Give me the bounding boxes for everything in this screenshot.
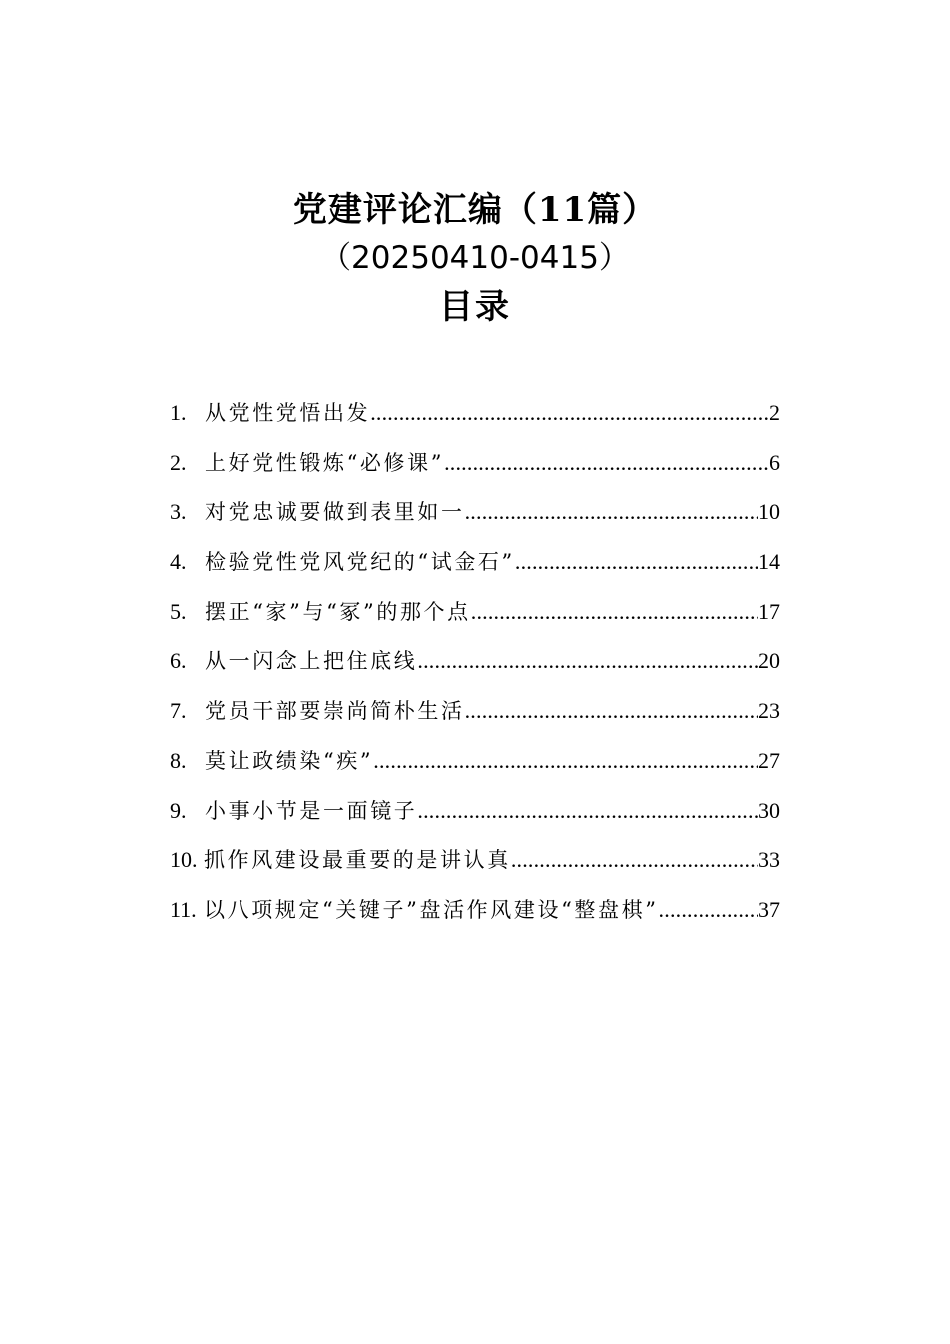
toc-entry-title: 抓作风建设最重要的是讲认真	[204, 848, 511, 873]
toc-leader-dots	[444, 438, 769, 488]
toc-entry[interactable]	[170, 487, 780, 537]
toc-leader-dots	[471, 587, 758, 637]
toc-entry-page: 37	[758, 896, 780, 922]
toc-entry-page: 23	[758, 698, 780, 724]
toc-entry[interactable]	[170, 786, 780, 836]
toc-entry-number: 1.	[170, 400, 187, 425]
toc-entry-title: 莫让政绩染“疾”	[205, 748, 374, 773]
title-block	[0, 186, 950, 332]
toc-leader-dots	[659, 885, 758, 935]
toc-entry-page: 6	[769, 449, 780, 475]
toc-entry[interactable]	[170, 438, 780, 488]
toc-entry[interactable]	[170, 636, 780, 686]
toc-entry-title: 以八项规定“关键子”盘活作风建设“整盘棋”	[204, 897, 659, 922]
table-of-contents	[170, 388, 780, 935]
toc-entry-number: 6.	[170, 648, 187, 674]
toc-entry[interactable]	[170, 537, 780, 587]
toc-leader-dots	[370, 388, 769, 438]
toc-entry-page: 2	[769, 400, 780, 425]
toc-entry-title: 从党性党悟出发	[205, 401, 371, 425]
toc-heading: 目录	[439, 287, 511, 327]
toc-entry-title: 摆正“家”与“冢”的那个点	[205, 599, 471, 624]
toc-entry-number: 4.	[170, 549, 187, 575]
toc-entry-title: 党员干部要崇尚简朴生活	[205, 699, 465, 724]
toc-entry[interactable]	[170, 587, 780, 637]
toc-entry-number: 7.	[170, 698, 187, 724]
toc-entry[interactable]	[170, 885, 780, 935]
toc-entry-title: 对党忠诚要做到表里如一	[205, 500, 465, 525]
toc-entry-number: 10.	[170, 847, 198, 873]
toc-entry-page: 10	[758, 499, 780, 525]
toc-entry-title: 小事小节是一面镜子	[205, 798, 418, 823]
toc-entry-page: 17	[758, 598, 780, 624]
toc-entry-title: 检验党性党风党纪的“试金石”	[205, 550, 515, 575]
toc-entry[interactable]	[170, 686, 780, 736]
toc-entry-page: 14	[758, 549, 780, 575]
toc-entry[interactable]	[170, 736, 780, 786]
toc-leader-dots	[373, 736, 758, 786]
toc-entry-page: 30	[758, 797, 780, 823]
toc-entry-number: 11.	[170, 896, 197, 922]
toc-leader-dots	[465, 686, 758, 736]
toc-leader-dots	[515, 537, 758, 587]
toc-leader-dots	[511, 835, 758, 885]
document-title: 党建评论汇编（11篇）	[292, 190, 658, 230]
toc-entry-number: 5.	[170, 598, 187, 624]
toc-entry-title: 上好党性锻炼“必修课”	[205, 450, 445, 475]
toc-entry-title: 从一闪念上把住底线	[205, 649, 418, 674]
toc-leader-dots	[465, 487, 758, 537]
toc-entry[interactable]	[170, 388, 780, 438]
document-date-range: （20250410-0415）	[320, 240, 630, 276]
toc-leader-dots	[417, 786, 758, 836]
toc-entry-number: 9.	[170, 797, 187, 823]
toc-entry-number: 8.	[170, 747, 187, 773]
toc-leader-dots	[417, 636, 758, 686]
toc-entry-number: 2.	[170, 449, 187, 475]
toc-entry[interactable]	[170, 835, 780, 885]
toc-entry-page: 20	[758, 648, 780, 674]
toc-entry-number: 3.	[170, 499, 187, 525]
toc-entry-page: 33	[758, 847, 780, 873]
toc-entry-page: 27	[758, 747, 780, 773]
